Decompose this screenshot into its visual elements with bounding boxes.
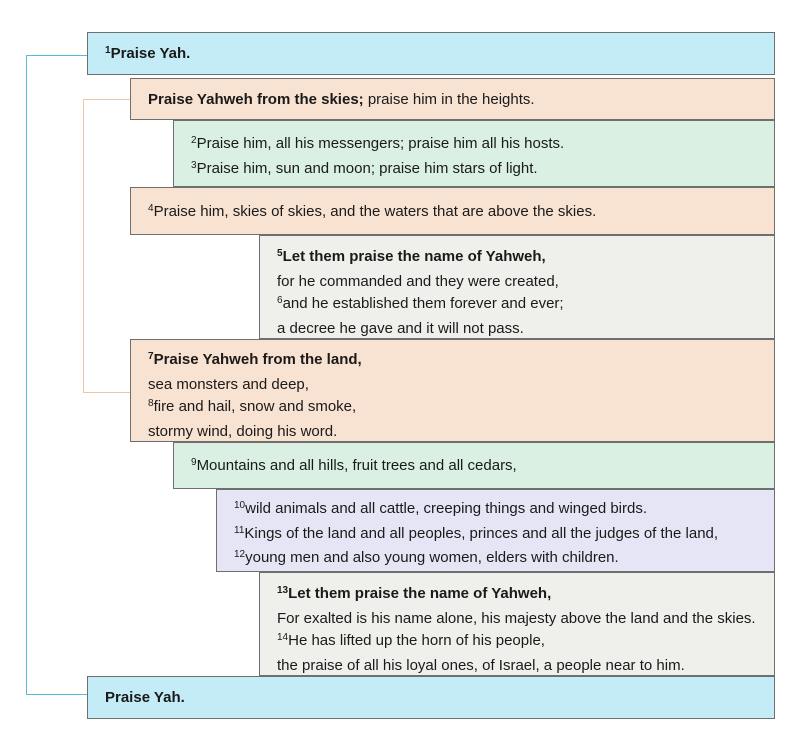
line: a decree he gave and it will not pass. bbox=[277, 319, 524, 337]
skies-of-skies-block bbox=[130, 187, 775, 235]
verse-number: 1 bbox=[105, 45, 111, 56]
verse-number: 12 bbox=[234, 549, 246, 560]
verse-number: 2 bbox=[191, 135, 197, 146]
praise-from-skies-block bbox=[130, 78, 775, 120]
verse-number: 5 bbox=[277, 248, 283, 259]
line: Praise Yahweh from the skies; praise him in the heights. bbox=[148, 91, 535, 108]
line: the praise of all his loyal ones, of Israel, a people near to him. bbox=[277, 656, 685, 674]
line: stormy wind, doing his word. bbox=[148, 422, 338, 440]
line: $^{13}$Let them praise the name of Yahweh, bbox=[277, 585, 552, 602]
verse-number: 7 bbox=[148, 351, 154, 362]
outer-bracket bbox=[26, 55, 88, 695]
line: $^{14}$He has lifted up the horn of his people, bbox=[277, 632, 545, 649]
animals-kings-block bbox=[216, 489, 775, 572]
praise-yah-closing bbox=[87, 676, 775, 719]
line: sea monsters and deep, bbox=[148, 375, 309, 393]
line: $^7$Praise Yahweh from the land, bbox=[148, 351, 362, 368]
line: for he commanded and they were created, bbox=[277, 272, 559, 290]
line: $^2$Praise him, all his messengers; praise him all his hosts. bbox=[191, 135, 565, 152]
verse-number: 3 bbox=[191, 159, 197, 171]
verse-number: 10 bbox=[234, 500, 246, 511]
line: $^4$Praise him, skies of skies, and the waters that are above the skies. bbox=[148, 203, 597, 220]
line: $^3$Praise him, sun and moon; praise him stars of light. bbox=[191, 159, 538, 177]
line: $^{10}$wild animals and all cattle, creeping things and winged birds. bbox=[234, 500, 648, 517]
verse-number: 4 bbox=[148, 203, 154, 214]
inner-bracket bbox=[83, 99, 131, 393]
line: $^{12}$young men and also young women, elders with children. bbox=[234, 549, 619, 566]
verse-number: 11 bbox=[234, 524, 245, 536]
line: $^1$Praise Yah. bbox=[105, 45, 191, 62]
verse-number: 6 bbox=[277, 295, 283, 306]
line: $^8$fire and hail, snow and smoke, bbox=[148, 398, 357, 415]
praise-name-block-1 bbox=[259, 235, 775, 339]
line: $^5$Let them praise the name of Yahweh, bbox=[277, 248, 546, 265]
line: $^{11}$Kings of the land and all peoples, princes and all the judges of the land, bbox=[234, 524, 719, 542]
verse-number: 9 bbox=[191, 457, 197, 468]
verse-number: 13 bbox=[277, 585, 289, 596]
praise-from-land-block bbox=[130, 339, 775, 442]
line: $^9$Mountains and all hills, fruit trees and all cedars, bbox=[191, 457, 517, 474]
praise-yah-opening bbox=[87, 32, 775, 75]
messengers-hosts-block bbox=[173, 120, 775, 187]
line: Praise Yah. bbox=[105, 689, 185, 706]
praise-name-block-2 bbox=[259, 572, 775, 676]
line: For exalted is his name alone, his majesty above the land and the skies. bbox=[277, 609, 756, 627]
verse-number: 14 bbox=[277, 632, 289, 643]
line: $^6$and he established them forever and ever; bbox=[277, 295, 564, 312]
verse-number: 8 bbox=[148, 398, 154, 409]
mountains-hills-block bbox=[173, 442, 775, 489]
